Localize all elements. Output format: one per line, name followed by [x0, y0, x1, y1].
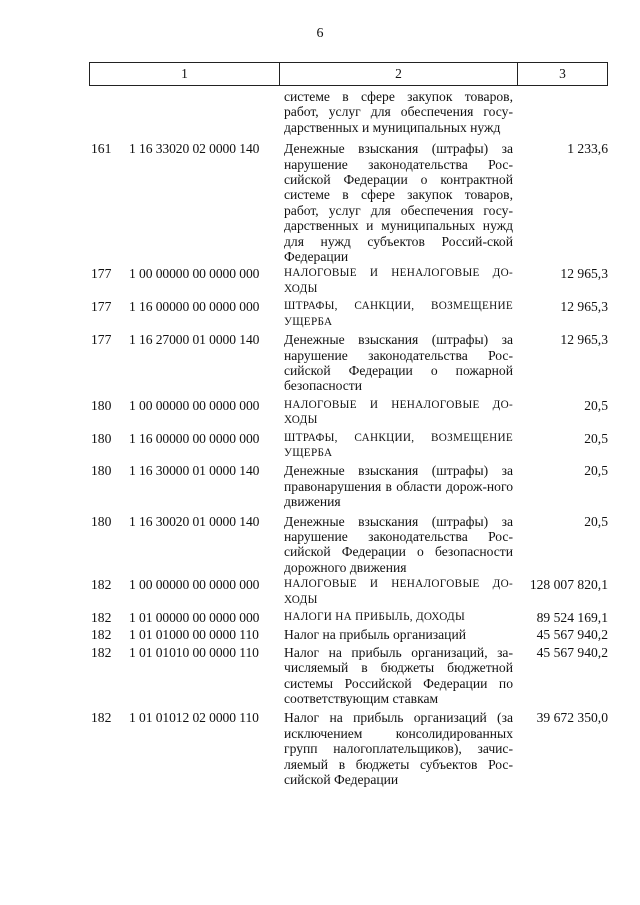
income-name: НАЛОГОВЫЕ И НЕНАЛОГОВЫЕ ДО-ХОДЫ — [284, 267, 513, 295]
table-row — [89, 332, 608, 394]
table-row — [89, 627, 608, 642]
budget-code: 1 01 01012 02 0000 110 — [129, 710, 259, 726]
table-row — [89, 141, 608, 264]
amount-value: 20,5 — [584, 430, 608, 446]
income-name: Денежные взыскания (штрафы) за нарушение законодательства Рос-сийской Федерации о безопасности дорожного движения — [284, 513, 513, 575]
table-row — [89, 299, 608, 330]
budget-code: 1 01 01010 00 0000 110 — [129, 644, 259, 660]
amount-value: 12 965,3 — [560, 266, 608, 282]
budget-code: 1 16 30000 01 0000 140 — [129, 463, 260, 479]
income-name: Налог на прибыль организаций (за исключением консолидированных групп налогоплательщиков), зачис-ляемый в бюджеты субъектов Рос-сийской Федерации — [284, 710, 513, 788]
admin-code: 177 — [91, 266, 112, 282]
amount-value: 39 672 350,0 — [536, 710, 608, 726]
table-row — [89, 89, 608, 135]
budget-code: 1 01 01000 00 0000 110 — [129, 627, 259, 643]
amount-value: 1 233,6 — [567, 141, 608, 157]
header-col-2: 2 — [280, 63, 518, 85]
page-number: 6 — [316, 26, 324, 41]
amount-value: 89 524 169,1 — [536, 610, 608, 625]
budget-code: 1 00 00000 00 0000 000 — [129, 397, 260, 413]
table-row — [89, 610, 608, 625]
header-col-3: 3 — [559, 66, 566, 81]
income-name: Налог на прибыль организаций — [284, 627, 466, 643]
income-name: ШТРАФЫ, САНКЦИИ, ВОЗМЕЩЕНИЕ УЩЕРБА — [284, 431, 513, 459]
income-name: ШТРАФЫ, САНКЦИИ, ВОЗМЕЩЕНИЕ УЩЕРБА — [284, 300, 513, 328]
table-row — [89, 431, 608, 462]
income-name: НАЛОГИ НА ПРИБЫЛЬ, ДОХОДЫ — [284, 611, 466, 623]
admin-code: 177 — [91, 299, 112, 315]
table-header — [89, 62, 608, 86]
budget-code: 1 01 00000 00 0000 000 — [129, 610, 260, 625]
budget-code: 1 00 00000 00 0000 000 — [129, 577, 260, 593]
amount-value: 12 965,3 — [560, 332, 608, 348]
budget-code: 1 16 00000 00 0000 000 — [129, 430, 260, 446]
table-row — [89, 463, 608, 509]
amount-value: 45 567 940,2 — [536, 644, 608, 660]
admin-code: 177 — [91, 332, 112, 348]
amount-value: 20,5 — [584, 397, 608, 413]
budget-code: 1 16 27000 01 0000 140 — [129, 332, 260, 348]
admin-code: 182 — [91, 577, 112, 593]
table-row — [89, 710, 608, 787]
income-name: Денежные взыскания (штрафы) за нарушение законодательства Рос-сийской Федерации о пожарной безопасности — [284, 332, 513, 394]
header-col-1: 1 — [90, 63, 280, 85]
admin-code: 182 — [91, 710, 112, 726]
income-name: системе в сфере закупок товаров, работ, услуг для обеспечения госу-дарственных и муниципальных нужд — [284, 89, 513, 135]
table-body — [89, 89, 608, 787]
income-name: НАЛОГОВЫЕ И НЕНАЛОГОВЫЕ ДО-ХОДЫ — [284, 578, 513, 606]
admin-code: 182 — [91, 644, 112, 660]
amount-value: 12 965,3 — [560, 299, 608, 315]
amount-value: 128 007 820,1 — [529, 577, 608, 593]
budget-code: 1 16 33020 02 0000 140 — [129, 141, 260, 157]
income-name: Денежные взыскания (штрафы) за нарушение законодательства Рос-сийской Федерации о контрактной системе в сфере закупок товаров, работ, услуг для обеспечения госу-дарственных и муниципальных нужд для нужд субъектов Россий-ской Федерации — [284, 141, 513, 265]
income-name: Налог на прибыль организаций, за-числяемый в бюджеты бюджетной системы Российской Федерации по соответствующим ставкам — [284, 644, 513, 707]
table-row — [89, 514, 608, 576]
admin-code: 161 — [91, 141, 112, 157]
admin-code: 182 — [91, 627, 112, 643]
table-row — [89, 645, 608, 707]
budget-code: 1 16 30020 01 0000 140 — [129, 513, 260, 529]
admin-code: 180 — [91, 463, 112, 479]
table-row — [89, 266, 608, 297]
budget-code: 1 00 00000 00 0000 000 — [129, 266, 260, 282]
admin-code: 182 — [91, 610, 112, 625]
income-name: Денежные взыскания (штрафы) за правонарушения в области дорож-ного движения — [284, 463, 513, 510]
amount-value: 45 567 940,2 — [536, 627, 608, 643]
table-row — [89, 577, 608, 608]
admin-code: 180 — [91, 397, 112, 413]
table-row — [89, 398, 608, 429]
amount-value: 20,5 — [584, 463, 608, 479]
admin-code: 180 — [91, 513, 112, 529]
admin-code: 180 — [91, 430, 112, 446]
income-name: НАЛОГОВЫЕ И НЕНАЛОГОВЫЕ ДО-ХОДЫ — [284, 398, 513, 427]
amount-value: 20,5 — [584, 513, 608, 529]
budget-code: 1 16 00000 00 0000 000 — [129, 299, 260, 315]
